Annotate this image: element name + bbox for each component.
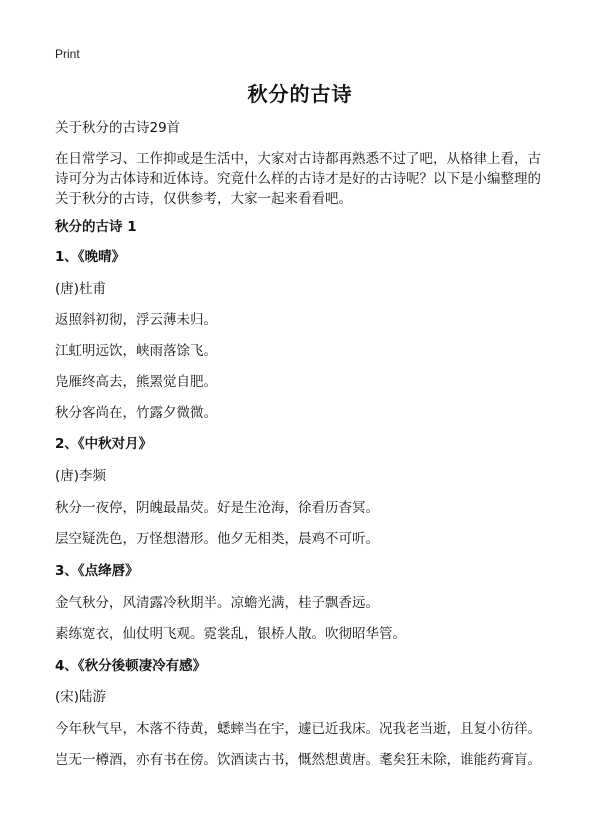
poem-heading: 3、《点绛唇》 [55, 563, 139, 579]
poem-heading: 4、《秋分後顿凄冷有感》 [55, 658, 207, 674]
poem-line: 岂无一樽酒，亦有书在傍。饮酒读古书，慨然想黄唐。耄矣狂未除，谁能药膏肓。 [55, 752, 541, 768]
poem-line: 秋分客尚在，竹露夕微微。 [55, 405, 217, 421]
subtitle: 关于秋分的古诗29首 [55, 120, 181, 136]
poem-line: 秋分一夜停，阴魄最晶荧。好是生沧海，徐看历杳冥。 [55, 500, 379, 516]
poem-heading: 2、《中秋对月》 [55, 436, 153, 452]
intro-line: 诗可分为古体诗和近体诗。究竟什么样的古诗才是好的古诗呢？以下是小编整理的 [55, 171, 541, 187]
poem-line: 层空疑洗色，万怪想潜形。他夕无相类，晨鸡不可听。 [55, 531, 379, 547]
poem-author: (宋)陆游 [55, 689, 107, 705]
intro-line: 在日常学习、工作抑或是生活中，大家对古诗都再熟悉不过了吧，从格律上看，古 [55, 151, 541, 167]
poem-author: (唐)杜甫 [55, 281, 107, 297]
poem-line: 凫雁终高去，熊罴觉自肥。 [55, 374, 217, 390]
poem-heading: 1、《晚晴》 [55, 249, 126, 265]
poem-line: 金气秋分，风清露冷秋期半。凉蟾光满，桂子飘香远。 [55, 595, 379, 611]
intro-paragraph [55, 149, 555, 209]
section-heading: 秋分的古诗 1 [55, 219, 137, 235]
poem-line: 江虹明远饮，峡雨落馀飞。 [55, 343, 217, 359]
print-link[interactable]: Print [55, 47, 80, 61]
poem-line: 今年秋气早，木落不待黄，蟋蟀当在宇，遽已近我床。况我老当逝，且复小彷徉。 [55, 721, 541, 737]
poem-author: (唐)李频 [55, 468, 107, 484]
intro-line: 关于秋分的古诗，仅供参考，大家一起来看看吧。 [55, 191, 352, 207]
poem-line: 素练宽衣，仙仗明飞观。霓裳乱，银桥人散。吹彻昭华管。 [55, 626, 406, 642]
poem-line: 返照斜初彻，浮云薄未归。 [55, 312, 217, 328]
page-title: 秋分的古诗 [247, 82, 353, 106]
